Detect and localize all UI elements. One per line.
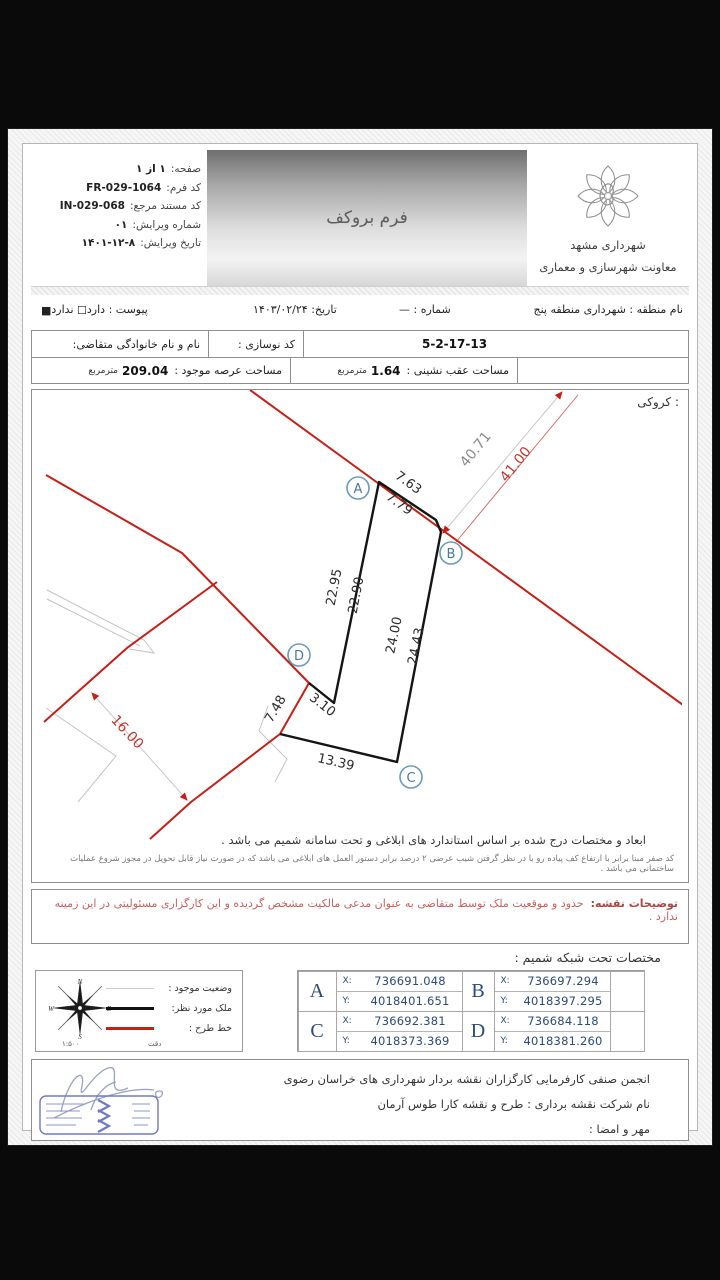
page-content bbox=[22, 143, 698, 1136]
region-label: نام منطقه : bbox=[629, 303, 683, 316]
coord-letter-d: D bbox=[462, 1011, 495, 1052]
sketch-note-2: کد صفر مبنا برابر با ارتفاع کف پیاده رو با در نظر گرفتن شیب عرضی ۲ درصد برابر دستور العمل های ابلاغی می باشد که در صورت نیاز قابل تحویل در مجوز شروع عملیات ساختمانی می باشد . bbox=[70, 854, 674, 874]
scale-value: ۱:۵۰۰ bbox=[62, 1040, 80, 1048]
company-name: طرح و نقشه کارا طوس آرمان bbox=[377, 1097, 524, 1111]
renewal-code-value-cell bbox=[303, 331, 688, 357]
vertex-c-label: C bbox=[406, 771, 416, 786]
legend-property-line-swatch bbox=[106, 1007, 154, 1010]
compass-n-label: N bbox=[77, 978, 83, 986]
legend-property-label: ملک مورد نظر: bbox=[171, 1002, 232, 1014]
renewal-code-label-cell bbox=[208, 331, 303, 357]
dim-ab-edge: 7.79 bbox=[382, 489, 416, 519]
edition-value: ۰۱ bbox=[114, 218, 128, 231]
org-name: شهرداری مشهد bbox=[570, 238, 646, 252]
dim-diag-gray: 40.71 bbox=[457, 428, 495, 471]
date-label: تاریخ: bbox=[311, 303, 337, 316]
coord-values-c bbox=[336, 1011, 463, 1052]
attachment-yes-label: دارد bbox=[86, 303, 106, 316]
vertex-b-label: B bbox=[446, 547, 456, 562]
number-field bbox=[399, 303, 451, 316]
setback-cell bbox=[290, 358, 517, 383]
form-header bbox=[31, 150, 689, 287]
region-value: شهرداری منطقه پنج bbox=[533, 303, 626, 316]
vertex-b bbox=[440, 542, 462, 564]
coord-c-x: 736692.381 bbox=[374, 1014, 446, 1028]
stamp-chevron-logo bbox=[98, 1100, 109, 1132]
attachment-field bbox=[41, 303, 148, 316]
area-value: 209.04 bbox=[122, 363, 169, 378]
footer-box bbox=[31, 1059, 689, 1141]
vertex-d-label: D bbox=[293, 649, 305, 664]
form-code-label: کد فرم: bbox=[166, 181, 201, 194]
compass-s-label: S bbox=[78, 1033, 82, 1040]
dim-ad-outer: 22.95 bbox=[323, 567, 346, 608]
coord-b-x: 736697.294 bbox=[527, 974, 599, 988]
area-row bbox=[31, 357, 689, 384]
setback-unit: مترمربع bbox=[337, 365, 367, 376]
y-axis-label: Y: bbox=[500, 1036, 508, 1046]
dim-bc-outer: 24.43 bbox=[405, 626, 428, 667]
vertex-a-label: A bbox=[353, 482, 363, 497]
plan-lines bbox=[44, 390, 682, 839]
coord-d-x: 736684.118 bbox=[527, 1014, 599, 1028]
date-field bbox=[253, 303, 337, 316]
form-code-value: FR-029-1064 bbox=[86, 181, 162, 194]
company-stamp bbox=[40, 1096, 158, 1134]
setback-label: مساحت عقب نشینی : bbox=[406, 364, 509, 377]
coord-values-d bbox=[494, 1011, 611, 1052]
signature-scribble bbox=[54, 1068, 163, 1118]
legend-plan-line-swatch bbox=[106, 1027, 154, 1030]
attachment-label: پیوست : bbox=[108, 303, 148, 316]
y-axis-label: Y: bbox=[342, 996, 350, 1006]
dim-ad-inner: 22.90 bbox=[345, 575, 368, 616]
sketch-title: کروکی : bbox=[637, 395, 679, 409]
coord-d-y: 4018381.260 bbox=[523, 1034, 603, 1048]
renewal-code-label: کد نوسازی : bbox=[238, 337, 295, 351]
legend-property-row bbox=[106, 998, 232, 1018]
legend-existing-label: وضعیت موجود : bbox=[168, 982, 232, 994]
coordinate-table bbox=[297, 970, 645, 1052]
coord-b-y: 4018397.295 bbox=[523, 994, 603, 1008]
coord-empty-cell bbox=[610, 971, 645, 1012]
document-page bbox=[8, 129, 712, 1145]
page-label: صفحه: bbox=[170, 163, 201, 175]
applicant-name-cell bbox=[32, 331, 208, 357]
legend-plan-row bbox=[106, 1018, 232, 1038]
applicant-row bbox=[31, 330, 689, 358]
coord-a-y: 4018401.651 bbox=[370, 994, 450, 1008]
edition-label: شماره ویرایش: bbox=[132, 218, 201, 231]
compass-e-label: E bbox=[106, 1005, 112, 1013]
legend-plan-label: خط طرح : bbox=[188, 1022, 232, 1034]
checkbox-empty-icon: ☐ bbox=[77, 304, 87, 317]
doc-code-label: کد مستند مرجع: bbox=[129, 200, 201, 212]
parcel-boundary bbox=[280, 482, 441, 762]
coord-values-a bbox=[336, 971, 463, 1012]
x-axis-label: X: bbox=[342, 976, 352, 986]
map-note-label: توضیحات نقشه: bbox=[590, 897, 678, 910]
footer-lines bbox=[284, 1067, 650, 1142]
sketch-notes bbox=[42, 833, 674, 874]
coordinates-section bbox=[31, 949, 689, 1053]
site-sketch-box bbox=[31, 389, 689, 883]
scale-label: دقت bbox=[148, 1040, 162, 1048]
coord-letter-c: C bbox=[298, 1011, 337, 1052]
edition-date-value: ۱۴۰۱-۱۲-۸ bbox=[81, 237, 136, 249]
legend-existing-row bbox=[106, 978, 232, 998]
area-label: مساحت عرصه موجود : bbox=[174, 364, 282, 377]
dim-street-width: 16.00 bbox=[107, 712, 147, 753]
signature-and-stamp bbox=[36, 1060, 221, 1138]
compass-w-label: W bbox=[48, 1005, 54, 1013]
vertex-a bbox=[347, 477, 369, 499]
dim-bc-inner: 24.00 bbox=[383, 615, 406, 656]
seal-line: مهر و امضا : bbox=[588, 1122, 650, 1136]
attachment-no-label: ندارد bbox=[51, 303, 74, 316]
applicant-name-label: نام و نام خانوادگی متقاضی: bbox=[72, 337, 200, 351]
coord-letter-b: B bbox=[462, 971, 495, 1012]
x-axis-label: X: bbox=[500, 976, 510, 986]
dim-cw: 13.39 bbox=[315, 751, 356, 775]
site-plan-drawing bbox=[32, 390, 682, 880]
edition-date-label: تاریخ ویرایش: bbox=[140, 237, 201, 249]
compass-rose-icon bbox=[48, 976, 112, 1040]
map-note-box bbox=[31, 889, 689, 944]
neighbor-parcel-lines bbox=[46, 590, 290, 802]
coord-empty-cell bbox=[610, 1011, 645, 1052]
coord-a-x: 736691.048 bbox=[374, 974, 446, 988]
renewal-code-value: 5-2-17-13 bbox=[422, 337, 488, 351]
x-axis-label: X: bbox=[500, 1016, 510, 1026]
sketch-note-1: ابعاد و مختصات درج شده بر اساس استاندارد های ابلاغی و تحت سامانه شمیم می باشد . bbox=[221, 833, 646, 847]
doc-code-value: IN-029-068 bbox=[59, 200, 125, 212]
checkbox-filled-icon: ■ bbox=[41, 304, 52, 317]
form-title-banner bbox=[207, 150, 527, 286]
y-axis-label: Y: bbox=[342, 1036, 350, 1046]
page-value: ۱ از ۱ bbox=[136, 163, 166, 175]
number-label: شماره : bbox=[413, 303, 451, 316]
x-axis-label: X: bbox=[342, 1016, 352, 1026]
region-field bbox=[533, 303, 683, 316]
association-line: انجمن صنفی کارفرمایی کارگزاران نقشه بردار شهرداری های خراسان رضوی bbox=[283, 1072, 650, 1086]
coord-c-y: 4018373.369 bbox=[370, 1034, 450, 1048]
org-block bbox=[527, 150, 689, 286]
company-line bbox=[284, 1092, 650, 1117]
header-divider bbox=[31, 287, 689, 295]
setback-value: 1.64 bbox=[370, 363, 401, 378]
vertex-c bbox=[400, 766, 422, 788]
coordinates-title: مختصات تحت شبکه شمیم : bbox=[514, 950, 661, 965]
org-dept: معاونت شهرسازی و معماری bbox=[539, 260, 677, 274]
dim-diag-red: 41.00 bbox=[497, 443, 535, 486]
form-title: فرم بروکف bbox=[326, 208, 408, 228]
date-value: ۱۴۰۳/۰۲/۲۴ bbox=[253, 303, 308, 316]
legend-existing-line-swatch bbox=[106, 988, 154, 989]
legend-rows bbox=[106, 978, 232, 1038]
legend-box bbox=[35, 970, 243, 1052]
area-cell bbox=[32, 358, 290, 383]
number-value: — bbox=[399, 303, 410, 316]
dim-dv: 3.10 bbox=[306, 690, 339, 721]
dim-ab-street: 7.63 bbox=[391, 468, 425, 498]
area-empty-cell bbox=[517, 358, 688, 383]
area-unit: مترمربع bbox=[88, 365, 118, 376]
dim-wd: 7.48 bbox=[262, 692, 290, 726]
company-label: نام شرکت نقشه برداری : bbox=[527, 1097, 650, 1111]
y-axis-label: Y: bbox=[500, 996, 508, 1006]
vertex-d bbox=[288, 644, 310, 666]
header-meta-block bbox=[31, 150, 207, 286]
coord-letter-a: A bbox=[298, 971, 337, 1012]
map-note-text: حدود و موقعیت ملک توسط متقاضی به عنوان مدعی مالکیت مشخص گردیده و این کارگزاری مسئولیتی در این زمینه ندارد . bbox=[54, 897, 678, 923]
municipality-logo-icon bbox=[571, 162, 645, 234]
info-row bbox=[31, 295, 689, 325]
coord-values-b bbox=[494, 971, 611, 1012]
